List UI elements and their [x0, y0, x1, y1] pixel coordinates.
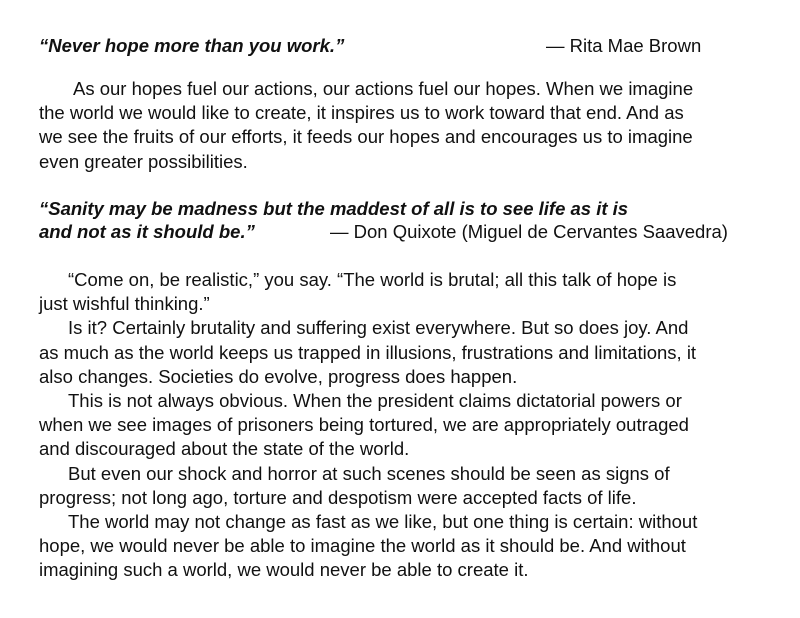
body-line: Is it? Certainly brutality and suffering exist everywhere. But so does joy. And [68, 317, 689, 339]
body-line: just wishful thinking.” [39, 293, 210, 315]
body-line: hope, we would never be able to imagine the world as it should be. And without [39, 535, 686, 557]
body-line: also changes. Societies do evolve, progress does happen. [39, 365, 518, 387]
quote-2-line-2: and not as it should be.” [39, 221, 255, 242]
body-line: The world may not change as fast as we like, but one thing is certain: without [68, 511, 698, 533]
quote-2-line-1: “Sanity may be madness but the maddest of all is to see life as it is [39, 198, 629, 219]
body-line: and discouraged about the state of the world. [39, 438, 410, 460]
paragraph-1-line: even greater possibilities. [39, 150, 248, 172]
body-text [39, 268, 769, 583]
body-line: “Come on, be realistic,” you say. “The world is brutal; all this talk of hope is [68, 269, 677, 290]
body-line: as much as the world keeps us trapped in illusions, frustrations and limitations, it [39, 341, 697, 363]
quote-1-attribution: — Rita Mae Brown [546, 35, 702, 56]
paragraph-1 [39, 77, 769, 174]
quote-1-text: “Never hope more than you work.” [39, 35, 345, 56]
paragraph-1-line: we see the fruits of our efforts, it feeds our hopes and encourages us to imagine [39, 126, 693, 148]
body-line: But even our shock and horror at such scenes should be seen as signs of [68, 462, 670, 484]
body-line: when we see images of prisoners being tortured, we are appropriately outraged [39, 414, 689, 436]
paragraph-1-line: As our hopes fuel our actions, our actions fuel our hopes. When we imagine [73, 78, 694, 99]
quote-2-attribution: — Don Quixote (Miguel de Cervantes Saavedra) [330, 221, 728, 242]
body-line: progress; not long ago, torture and despotism were accepted facts of life. [39, 486, 637, 508]
paragraph-1-line: the world we would like to create, it inspires us to work toward that end. And as [39, 102, 684, 124]
body-line: This is not always obvious. When the president claims dictatorial powers or [68, 390, 682, 412]
body-line: imagining such a world, we would never be able to create it. [39, 559, 529, 581]
